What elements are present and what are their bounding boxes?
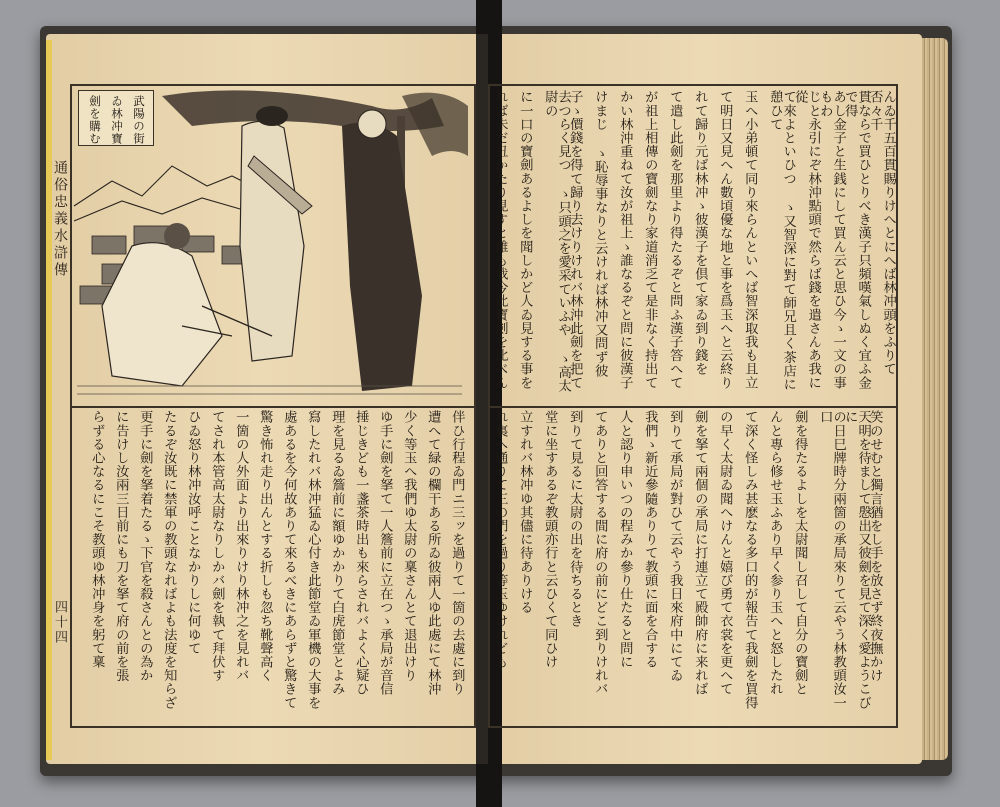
text-column: らずる心なるにこそ教頭ゆ林冲身を躬て稟: [89, 410, 105, 669]
text-column: て深く怪しみ甚麽なる多口的が報告て我劍を買得: [742, 410, 758, 710]
text-column: 笑のせむと獨言猶をし手を放さず終夜撫かけ: [867, 410, 883, 682]
text-column: 人と認り申いつの程みか參り仕たると問に: [617, 410, 633, 669]
text-column: れて歸り元ば林冲ゝ彼漢子を倶て家ゐ到り錢を: [692, 90, 708, 376]
caption-line: ゐ林冲寶: [110, 95, 124, 145]
spine-gutter: [476, 34, 488, 764]
text-column: 堂に坐すあるぞ教頭亦行と云ひくて同ひけ: [542, 410, 558, 669]
mountains: [74, 166, 262, 221]
text-column: 一箇の人外面より出來りけり林冲之を見れバ: [233, 410, 249, 682]
ground-hatching: [77, 386, 462, 394]
figures: [102, 106, 422, 391]
text-column: けまじ ゝ恥辱事なりと云ければ林冲又問ず彼: [592, 90, 608, 378]
text-column: 去つらく見つ ゝ只頭之を愛采ていふや ゝ高太尉の: [542, 90, 571, 393]
text-column: んゐ千五百貫賜りけへとにへば林冲頭をふりて否々千: [867, 90, 896, 376]
text-column: ゆ手に劍を拏て一人簷前に立在つゝ承局が音信: [377, 410, 393, 696]
running-title: 通俗忠義水滸傳: [52, 160, 68, 279]
text-column: 到りて承局が對ひて云やう我日來府中にてゐ: [667, 410, 683, 682]
text-column: 遭へて緑の欄干ある所ゐ彼兩人ゆ此處にて林沖: [425, 410, 441, 696]
text-column: 劍を拏て兩個の承局に打連立て殿帥府に来れば: [692, 410, 708, 696]
page-number: 四十四: [52, 600, 67, 645]
text-column: てありと回答する間に府の前にどこ到りけれバ: [592, 410, 608, 696]
text-column: 少く等玉へ我們ゆ太尉の稟さんとて退出けり: [401, 410, 417, 682]
left-divider-line: [72, 406, 474, 408]
text-column: て來よといひつ ゝ又智深に對て師兄且く茶店に憩ひて: [767, 90, 796, 391]
text-column: 到りて見るに太尉の出を待ちるとき: [567, 410, 583, 628]
text-column: 天明を待まして慇出又彼劍を見て深く愛ようこびに: [842, 410, 871, 710]
text-column: 驚き怖れ走り出んとする折しも忽ち靴聲高く: [257, 410, 273, 682]
text-column: て遣し此劍を那里より得たるぞと問ふ漢子答へて: [667, 90, 683, 390]
text-column: ひゐ怒り林冲汝呼ことなかりしに何ゆて: [185, 410, 201, 655]
text-column: 伴ひ行程ゐ門ニ三ッを過りて一箇の去處に到り: [449, 410, 465, 696]
text-column: じと永引にぞ林沖點頭で然らば錢を遣さんあ我に從: [792, 90, 821, 390]
text-column: 寫したれバ林冲猛ゐ心付き此節堂ゐ軍機の大事を: [305, 410, 321, 710]
page-edges: [922, 38, 948, 760]
text-column: 處あるを今何故ありて來るべきにあらずと驚きて: [281, 410, 297, 710]
text-column: 我們ゝ新近參隨ありりて教頭に面を合する: [642, 410, 658, 669]
text-column: 玉へ小弟頓て同り來らんといへば智深取我も且立: [742, 90, 758, 390]
text-column: 立すれバ林冲ゆ其儘に待ありける: [517, 410, 533, 614]
text-column: てされ本管高太尉なりしかバ劍を執て拜伏す: [209, 410, 225, 682]
pine-tree: [162, 90, 468, 316]
text-column: かい林沖重ねて汝が祖上ゝ誰なるぞと問に彼漢子: [617, 90, 633, 390]
text-column: れば未だ丑かたり見すと雖も我今此寶劍を比べん: [492, 90, 508, 390]
text-column: に告けし汝兩三日前にも刀を拏て府の前を張: [113, 410, 129, 682]
text-column: の日巳牌時分兩箇の承局來りて云やう林教頭汝一口: [817, 410, 846, 710]
caption-line: 武陽の街: [132, 95, 146, 145]
text-column: が祖上相傳の寶劍なり家道消乏て是非なく持出て: [642, 90, 658, 390]
text-column: 劍を得たるよしを太尉聞し召して自分の寶劍と: [792, 410, 808, 696]
text-column: あし金子と生銭にして買ん云と思ひ今ゝ一文の事もわ: [817, 90, 846, 390]
page-edge-mark: [46, 40, 52, 760]
caption-line: 劍を購む: [88, 95, 102, 145]
text-column: の早く太尉ゐ聞へけんと嬉び勇て衣裳を更へて: [717, 410, 733, 696]
text-column: んと專ら修せ玉ふあり早く参り玉へと怒したれ: [767, 410, 783, 696]
text-column: て明日又見へん數頃優な地と事を爲玉へと云終り: [717, 90, 733, 390]
illustration-caption: [78, 90, 154, 146]
text-column: に一口の寶劍あるよしを聞しかど人ゐ見する事を: [517, 90, 533, 390]
text-column: 貫ならで買ひとりべき漢子只頻嘆氣しぬく宜ふ金で得: [842, 90, 871, 390]
text-column: 子ゝ價錢を得て歸り去けりけれバ林沖此劍を把て: [567, 90, 583, 390]
text-column: れ裏へ通りて三の門を過り等玉ゆけれども: [492, 410, 508, 669]
text-column: 更手に劍を拏着たるゝ下官を殺さんとの為か: [137, 410, 153, 682]
text-column: 理を見るゐ簷前に額ゆかかりて白虎節堂とよみ: [329, 410, 345, 696]
text-column: たるぞ汝既に禁軍の教頭なればよも法度を知らざ: [161, 410, 177, 710]
text-column: 捶じきども一盞茶時出も來らされバよく心疑ひ: [353, 410, 369, 696]
right-divider-line: [490, 406, 896, 408]
